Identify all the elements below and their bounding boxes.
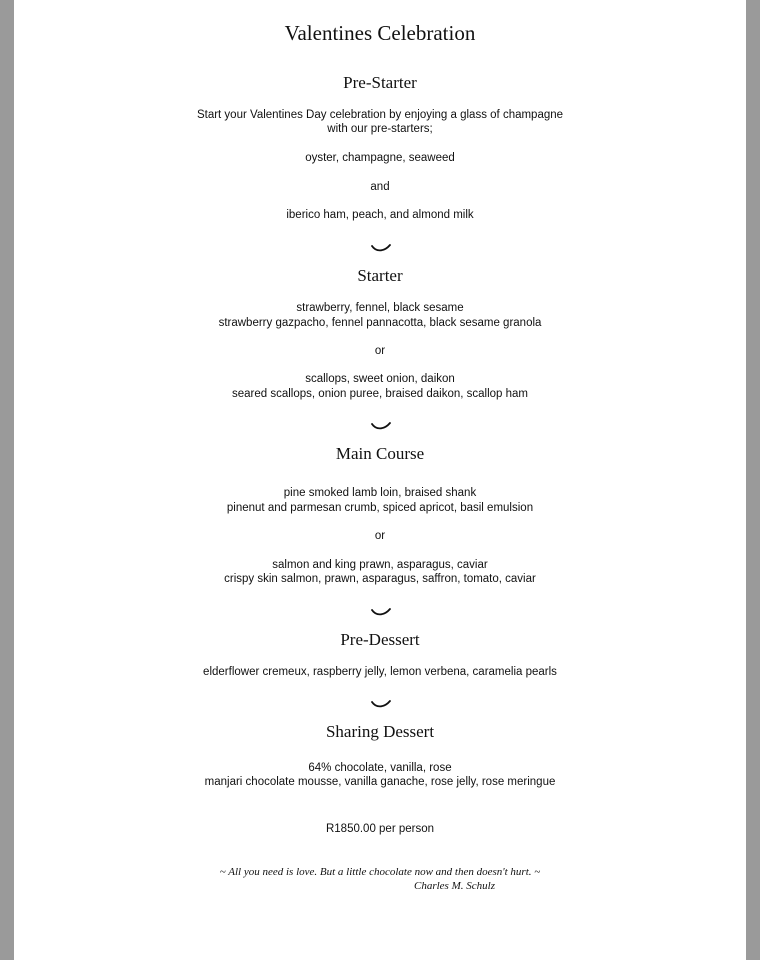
sharing-dessert-item-detail: manjari chocolate mousse, vanilla ganache, rose jelly, rose meringue <box>204 776 556 788</box>
tilde-swash-icon <box>370 421 392 431</box>
starter-option-1-detail: strawberry gazpacho, fennel pannacotta, black sesame granola <box>218 317 542 329</box>
main-course-heading: Main Course <box>335 444 425 463</box>
pre-dessert-item: elderflower cremeux, raspberry jelly, lemon verbena, caramelia pearls <box>203 666 557 678</box>
tilde-swash-icon <box>370 699 392 709</box>
sharing-dessert-item-title: 64% chocolate, vanilla, rose <box>308 762 452 774</box>
starter-option-2-title: scallops, sweet onion, daikon <box>305 373 455 385</box>
pre-starter-intro-line2: with our pre-starters; <box>327 123 433 135</box>
pre-dessert-heading: Pre-Dessert <box>340 630 420 649</box>
starter-heading: Starter <box>357 266 403 285</box>
main-course-option-1-title: pine smoked lamb loin, braised shank <box>283 487 477 499</box>
price: R1850.00 per person <box>325 823 435 835</box>
menu-title: Valentines Celebration <box>284 21 476 45</box>
main-course-option-2-title: salmon and king prawn, asparagus, caviar <box>272 559 488 571</box>
main-course-or: or <box>374 530 386 542</box>
starter-option-2-detail: seared scallops, onion puree, braised daikon, scallop ham <box>232 388 528 400</box>
main-course-option-1-detail: pinenut and parmesan crumb, spiced apricot, basil emulsion <box>226 502 534 514</box>
tilde-swash-icon <box>370 243 392 253</box>
sharing-dessert-heading: Sharing Dessert <box>325 722 435 741</box>
pre-starter-option-1: oyster, champagne, seaweed <box>305 152 455 164</box>
pre-starter-option-2: iberico ham, peach, and almond milk <box>286 209 474 221</box>
quote-text: ~ All you need is love. But a little chocolate now and then doesn't hurt. ~ <box>219 866 541 878</box>
pre-starter-conjunction: and <box>370 181 390 193</box>
starter-or: or <box>374 345 386 357</box>
quote-author: Charles M. Schulz <box>414 880 495 892</box>
pre-starter-heading: Pre-Starter <box>343 73 417 92</box>
main-course-option-2-detail: crispy skin salmon, prawn, asparagus, saffron, tomato, caviar <box>224 573 536 585</box>
tilde-swash-icon <box>370 607 392 617</box>
menu-page <box>14 0 746 960</box>
pre-starter-intro-line1: Start your Valentines Day celebration by enjoying a glass of champagne <box>196 109 564 121</box>
starter-option-1-title: strawberry, fennel, black sesame <box>296 302 464 314</box>
